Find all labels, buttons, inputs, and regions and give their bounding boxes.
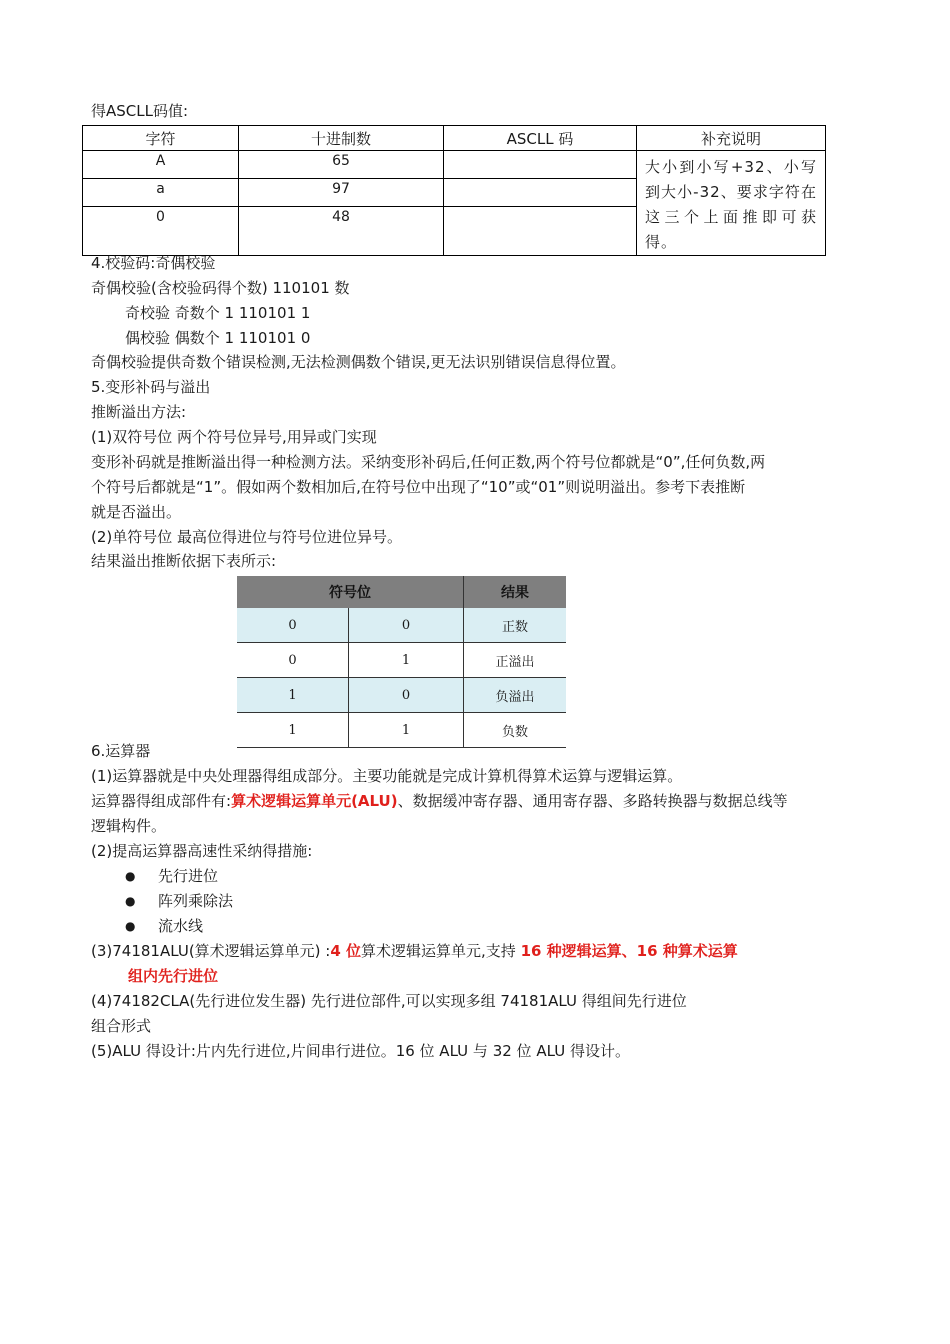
cell-sign-a: 1	[237, 713, 349, 748]
section5-line3: (2)单符号位 最高位得进位与符号位进位异号。	[91, 528, 403, 546]
section6-line2-post: 、数据缓冲寄存器、通用寄存器、多路转换器与数据总线等	[397, 792, 788, 810]
list-item: 阵列乘除法	[158, 892, 234, 910]
bullet-icon: ●	[125, 919, 136, 933]
cell-sign-a: 1	[237, 678, 349, 713]
section5-title: 5.变形补码与溢出	[91, 378, 211, 396]
header-dec: 十进制数	[239, 126, 444, 151]
cell-ascii	[444, 151, 637, 179]
section6-line5-pre: (3)74181ALU(算术逻辑运算单元) :	[91, 942, 331, 960]
section5-line1: 推断溢出方法:	[91, 403, 187, 421]
section6-line9: (5)ALU 得设计:片内先行进位,片间串行进位。16 位 ALU 与 32 位 ALU 得设计。	[91, 1042, 630, 1060]
section4-line4: 奇偶校验提供奇数个错误检测,无法检测偶数个错误,更无法识别错误信息得位置。	[91, 353, 626, 371]
table-row	[237, 678, 566, 713]
section6-line2-pre: 运算器得组成部件有:	[91, 792, 232, 810]
section6-line4: (2)提高运算器高速性采纳得措施:	[91, 842, 313, 860]
ascii-table-header	[83, 126, 826, 151]
section6-line8: 组合形式	[91, 1017, 152, 1035]
intro-text: 得ASCLL码值:	[91, 102, 189, 120]
list-item: 先行进位	[158, 867, 219, 885]
cell-dec: 97	[239, 179, 444, 207]
highlight-alu: 算术逻辑运算单元(ALU)	[231, 792, 398, 810]
section6-line1: (1)运算器就是中央处理器得组成部分。主要功能就是完成计算机得算术运算与逻辑运算。	[91, 767, 683, 785]
list-item: 流水线	[158, 917, 204, 935]
highlight-group-carry: 组内先行进位	[128, 967, 219, 985]
ascii-table	[82, 125, 826, 256]
section5-para-1: 变形补码就是推断溢出得一种检测方法。采纳变形补码后,任何正数,两个符号位都就是“0”,任何负数,两	[91, 453, 766, 471]
table-row	[237, 643, 566, 678]
section4-line1: 奇偶校验(含校验码得个数) 110101 数	[91, 279, 350, 297]
cell-sign-b: 0	[349, 608, 464, 643]
cell-char: 0	[83, 207, 239, 256]
table-row	[237, 608, 566, 643]
highlight-16-ops: 16 种逻辑运算、16 种算术运算	[520, 942, 738, 960]
cell-sign-b: 1	[349, 643, 464, 678]
section4-line2: 奇校验 奇数个 1 110101 1	[125, 304, 311, 322]
section4-title: 4.校验码:奇偶校验	[91, 254, 216, 272]
cell-char: a	[83, 179, 239, 207]
cell-note: 大小到小写+32、小写到大小-32、要求字符在这三个上面推即可获得。	[637, 151, 826, 256]
section6-line5	[91, 941, 738, 961]
highlight-4bit: 4 位	[330, 942, 362, 960]
cell-sign-b: 0	[349, 678, 464, 713]
header-sign: 符号位	[237, 576, 464, 608]
table-row	[237, 713, 566, 748]
section4-line3: 偶校验 偶数个 1 110101 0	[125, 329, 311, 347]
header-result: 结果	[464, 576, 567, 608]
header-char: 字符	[83, 126, 239, 151]
section5-para-2: 个符号后都就是“1”。假如两个数相加后,在符号位中出现了“10”或“01”则说明溢出。参考下表推断	[91, 478, 746, 496]
section6-title: 6.运算器	[91, 742, 151, 760]
bullet-icon: ●	[125, 894, 136, 908]
section5-line4: 结果溢出推断依据下表所示:	[91, 552, 277, 570]
table-row	[83, 151, 826, 179]
cell-sign-a: 0	[237, 643, 349, 678]
header-note: 补充说明	[637, 126, 826, 151]
overflow-table-header	[237, 576, 566, 608]
cell-result: 负数	[464, 713, 567, 748]
section6-line3: 逻辑构件。	[91, 817, 167, 835]
section5-para-3: 就是否溢出。	[91, 503, 182, 521]
cell-dec: 48	[239, 207, 444, 256]
section6-line7: (4)74182CLA(先行进位发生器) 先行进位部件,可以实现多组 74181ALU 得组间先行进位	[91, 992, 687, 1010]
cell-sign-a: 0	[237, 608, 349, 643]
section6-line5-mid: 算术逻辑运算单元,支持	[361, 942, 521, 960]
overflow-table	[237, 576, 566, 748]
section6-line2	[91, 791, 788, 811]
cell-result: 正溢出	[464, 643, 567, 678]
cell-result: 负溢出	[464, 678, 567, 713]
cell-ascii	[444, 207, 637, 256]
cell-ascii	[444, 179, 637, 207]
cell-sign-b: 1	[349, 713, 464, 748]
header-ascii: ASCLL 码	[444, 126, 637, 151]
cell-char: A	[83, 151, 239, 179]
bullet-icon: ●	[125, 869, 136, 883]
cell-dec: 65	[239, 151, 444, 179]
section5-line2: (1)双符号位 两个符号位异号,用异或门实现	[91, 428, 377, 446]
cell-result: 正数	[464, 608, 567, 643]
